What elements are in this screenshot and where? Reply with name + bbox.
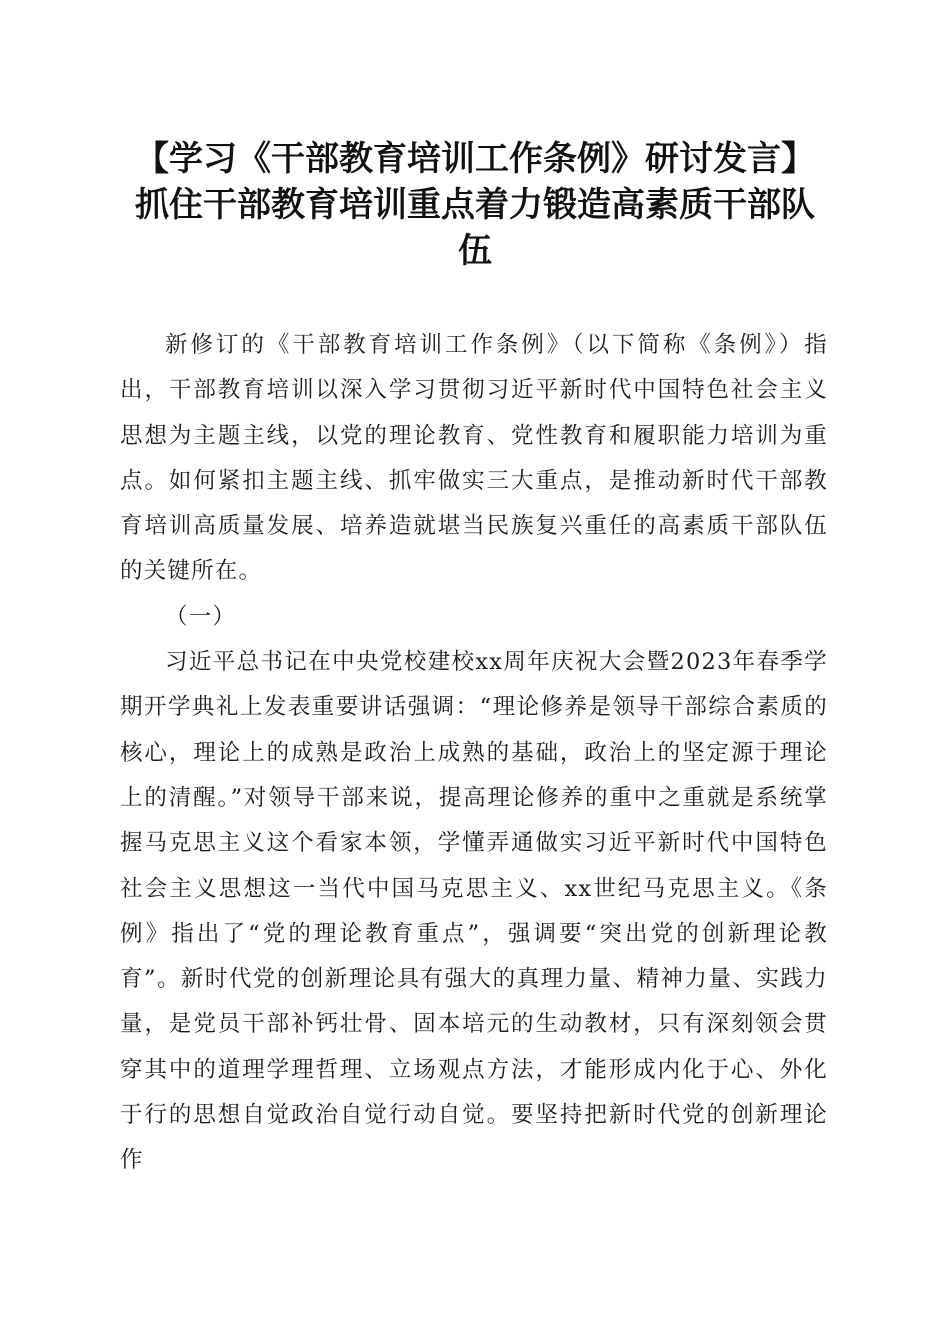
title-line-1: 【学习《干部教育培训工作条例》研讨发言】 <box>135 139 815 179</box>
document-body <box>120 323 828 1184</box>
document-title <box>110 136 840 274</box>
title-line-3: 伍 <box>458 231 492 271</box>
section-heading-1: （一） <box>165 603 237 630</box>
title-line-2: 抓住干部教育培训重点着力锻造高素质干部队 <box>135 185 815 225</box>
paragraph-intro: 新修订的《干部教育培训工作条例》（以下简称《条例》）指出，干部教育培训以深入学习贯彻习近平新时代中国特色社会主义思想为主题主线，以党的理论教育、党性教育和履职能力培训为重点。如何紧扣主题主线、抓牢做实三大重点，是推动新时代干部教育培训高质量发展、培养造就堪当民族复兴重任的高素质干部队伍的关键所在。 <box>120 332 828 585</box>
paragraph-section-1: 习近平总书记在中央党校建校xx周年庆祝大会暨2023年春季学期开学典礼上发表重要讲话强调：“理论修养是领导干部综合素质的核心，理论上的成熟是政治上成熟的基础，政治上的坚定源于理论上的清醒。”对领导干部来说，提高理论修养的重中之重就是系统掌握马克思主义这个看家本领，学懂弄通做实习近平新时代中国特色社会主义思想这一当代中国马克思主义、xx世纪马克思主义。《条例》指出了“党的理论教育重点”，强调要“突出党的创新理论教育”。新时代党的创新理论具有强大的真理力量、精神力量、实践力量，是党员干部补钙壮骨、固本培元的生动教材，只有深刻领会贯穿其中的道理学理哲理、立场观点方法，才能形成内化于心、外化于行的思想自觉政治自觉行动自觉。要坚持把新时代党的创新理论作 <box>120 649 828 1174</box>
